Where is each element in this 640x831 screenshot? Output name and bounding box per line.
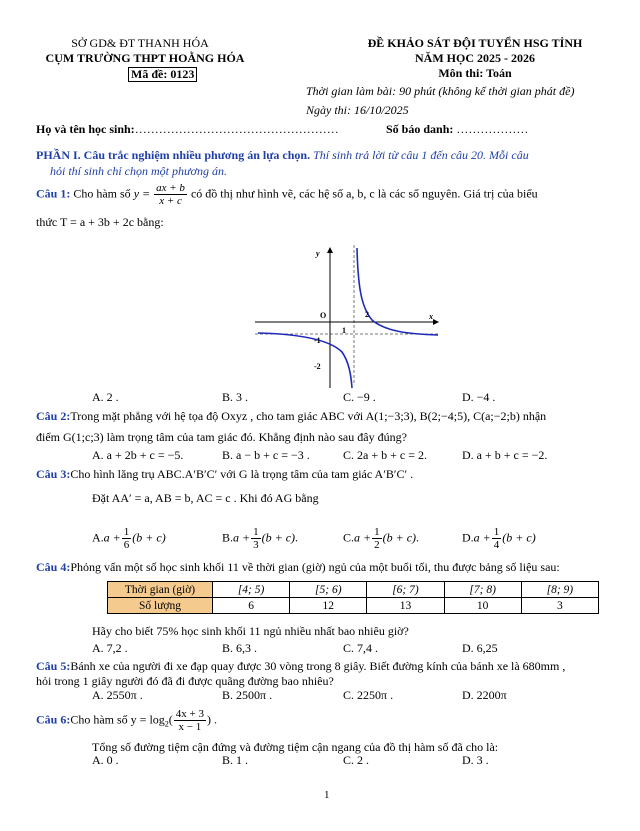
table-cell: [7; 8) [444, 582, 521, 598]
tick-label-minus-1: -1 [314, 336, 321, 345]
q1-text-b: có đồ thị như hình vẽ, các hệ số a, b, c là các số nguyên. Giá trị của biểu [190, 186, 538, 201]
part1-note-1: Thí sinh trả lời từ câu 1 đến câu 20. Mỗi câu [313, 148, 529, 162]
q1-line-1 [36, 182, 538, 207]
q6-open-paren: ( [168, 712, 173, 727]
table-cell: 6 [213, 598, 290, 614]
q2-line-1 [36, 409, 546, 424]
table-header-cell: Số lượng [108, 598, 213, 614]
q5-label: Câu 5: [36, 659, 71, 673]
candidate-number-label: Số báo danh: [386, 122, 454, 136]
q6-text-b: ) . [207, 712, 217, 727]
q6-den: x − 1 [178, 721, 202, 733]
q3-option-c-end: . [416, 530, 420, 545]
q2-text-1: Trong mặt phẳng với hệ tọa độ Oxyz , cho tam giác ABC với A(1;−3;3), B(2;−4;5), C(a;−2;b) nhận [70, 409, 547, 423]
q4-option-c[interactable]: C. 7,4 . [343, 641, 379, 655]
q2-option-c[interactable]: C. 2a + b + c = 2. [343, 448, 427, 462]
table-cell: [4; 5) [213, 582, 290, 598]
q3-option-d-frac [492, 526, 502, 551]
q5-line-1 [36, 659, 565, 674]
q3-option-d-tail: (b + c) [502, 530, 536, 545]
q3-option-d-num: 1 [493, 526, 500, 538]
q6-option-a[interactable]: A. 0 . [92, 753, 119, 767]
org-name-2: CỤM TRƯỜNG THPT HOẰNG HÓA [45, 51, 245, 65]
q3-option-a-a: a + [103, 530, 121, 545]
q3-option-c-den: 2 [374, 539, 380, 551]
q3-label: Câu 3: [36, 467, 71, 481]
q3-option-d-prefix: D. [462, 530, 474, 545]
q6-num: 4x + 3 [175, 708, 204, 720]
q3-option-c-prefix: C. [343, 530, 355, 545]
table-header-cell: Thời gian (giờ) [108, 582, 213, 598]
q3-option-b-frac [251, 526, 261, 551]
student-name-line [36, 122, 339, 137]
sleep-time-table [107, 581, 599, 614]
origin-label: O [320, 311, 327, 320]
q1-y-eq: y = [133, 186, 151, 201]
part1-title: PHẦN I. Câu trắc nghiệm nhiều phương án lựa chọn. [36, 148, 311, 162]
page-number: 1 [324, 789, 330, 801]
q3-option-a[interactable] [92, 526, 166, 551]
exam-date: Ngày thi: 16/10/2025 [306, 103, 409, 117]
q3-option-a-den: 6 [123, 539, 130, 551]
subject: Môn thi: Toán [438, 66, 512, 80]
q3-option-a-prefix: A. [92, 530, 104, 545]
q3-option-a-frac [122, 526, 132, 551]
q1-option-d[interactable]: D. −4 . [462, 390, 496, 404]
q3-option-b-tail: (b + c) [261, 530, 296, 545]
q3-option-c[interactable] [343, 526, 419, 551]
q6-text-a: Cho hàm số y = log [70, 712, 165, 727]
q4-option-a[interactable]: A. 7,2 . [92, 641, 128, 655]
graph-branch-left [258, 333, 352, 388]
table-cell: 13 [367, 598, 444, 614]
exam-code: Mã đề: 0123 [128, 67, 197, 82]
q6-text-2: Tổng số đường tiệm cận đứng và đường tiệm cận ngang của đồ thị hàm số đã cho là: [92, 740, 499, 754]
table-row [108, 598, 599, 614]
q4-option-d[interactable]: D. 6,25 [462, 641, 498, 655]
q4-question: Hãy cho biết 75% học sinh khối 11 ngủ nhiều nhất bao nhiêu giờ? [92, 624, 409, 638]
part1-note-2: hỏi thí sinh chỉ chọn một phương án. [50, 164, 227, 178]
student-name-dots: …………………………………………… [134, 122, 339, 136]
q4-label: Câu 4: [36, 560, 71, 574]
q6-option-d[interactable]: D. 3 . [462, 753, 489, 767]
q3-text-2: Đặt AA′ = a, AB = b, AC = c . Khi đó AG bằng [92, 491, 319, 505]
x-axis-label: x [429, 312, 433, 321]
student-name-label: Họ và tên học sinh: [36, 122, 135, 136]
tick-label-1: 1 [342, 326, 346, 335]
q3-option-b-end: . [295, 530, 299, 545]
q3-option-d[interactable] [462, 526, 536, 551]
q6-fraction [174, 708, 206, 733]
q5-text-2: hỏi trong 1 giây người đó đã đi được quãng đường bao nhiêu? [36, 674, 334, 688]
table-cell: 10 [444, 598, 521, 614]
q3-option-a-tail: (b + c) [132, 530, 166, 545]
q3-option-d-a: a + [473, 530, 491, 545]
candidate-number-line [386, 122, 528, 137]
q4-text: Phỏng vấn một số học sinh khối 11 về thời gian (giờ) ngủ của một buổi tối, thu được bảng số liệu sau: [70, 560, 560, 574]
q3-line-1 [36, 467, 413, 482]
q1-num: ax + b [156, 182, 185, 194]
q5-option-a[interactable]: A. 2550π . [92, 688, 143, 702]
q3-option-b-prefix: B. [222, 530, 234, 545]
q1-graph [250, 240, 445, 390]
q3-option-b[interactable] [222, 526, 298, 551]
candidate-number-dots: ……………… [456, 122, 529, 136]
q1-den: x + c [159, 195, 182, 207]
org-name-1: SỞ GD& ĐT THANH HÓA [71, 36, 209, 50]
q1-option-b[interactable]: B. 3 . [222, 390, 249, 404]
q5-text-1: Bánh xe của người đi xe đạp quay được 30 vòng trong 8 giây. Biết đường kính của bánh xe là 680mm , [70, 659, 566, 673]
q5-option-b[interactable]: B. 2500π . [222, 688, 273, 702]
q3-option-d-den: 4 [493, 539, 500, 551]
q1-text-c: thức T = a + 3b + 2c bằng: [36, 215, 164, 229]
q1-option-c[interactable]: C. −9 . [343, 390, 376, 404]
q6-option-b[interactable]: B. 1 . [222, 753, 249, 767]
table-cell: [6; 7) [367, 582, 444, 598]
school-year: NĂM HỌC 2025 - 2026 [415, 51, 535, 65]
q3-option-c-frac [372, 526, 382, 551]
q3-option-c-a: a + [354, 530, 372, 545]
q3-option-c-tail: (b + c) [382, 530, 417, 545]
q3-option-b-num: 1 [253, 526, 259, 538]
q5-option-c[interactable]: C. 2250π . [343, 688, 394, 702]
q3-option-b-a: a + [233, 530, 251, 545]
q2-option-a[interactable]: A. a + 2b + c = −5. [92, 448, 184, 462]
table-cell: [5; 6) [290, 582, 367, 598]
tick-label-2: 2 [365, 310, 369, 319]
exam-title: ĐỀ KHẢO SÁT ĐỘI TUYỂN HSG TỈNH [367, 36, 583, 50]
q2-option-d[interactable]: D. a + b + c = −2. [462, 448, 548, 462]
q6-label: Câu 6: [36, 712, 71, 727]
table-cell: [8; 9) [521, 582, 598, 598]
table-cell: 12 [290, 598, 367, 614]
q6-option-c[interactable]: C. 2 . [343, 753, 370, 767]
q3-option-b-den: 3 [253, 539, 259, 551]
part1-heading [36, 148, 529, 163]
q3-option-c-num: 1 [374, 526, 380, 538]
q3-text-1: Cho hình lăng trụ ABC.A′B′C′ với G là trọng tâm của tam giác A′B′C′ . [70, 467, 414, 481]
q6-line-1 [36, 708, 217, 733]
q5-option-d[interactable]: D. 2200π [462, 688, 507, 702]
y-axis-label: y [316, 249, 320, 258]
q1-label: Câu 1: [36, 186, 71, 201]
exam-time: Thời gian làm bài: 90 phút (không kể thời gian phát đề) [306, 84, 575, 98]
table-cell: 3 [521, 598, 598, 614]
q4-option-b[interactable]: B. 6,3 . [222, 641, 258, 655]
q2-text-2: điểm G(1;c;3) làm trọng tâm của tam giác đó. Khẳng định nào sau đây đúng? [36, 430, 407, 444]
q3-option-a-num: 1 [123, 526, 130, 538]
table-row [108, 582, 599, 598]
q6-log-base: 2 [164, 719, 169, 729]
q1-text-a: Cho hàm số [73, 186, 131, 201]
tick-label-minus-2: -2 [314, 362, 321, 371]
q2-option-b[interactable]: B. a − b + c = −3 . [222, 448, 310, 462]
q1-fraction [154, 182, 187, 207]
q4-line-1 [36, 560, 560, 575]
q1-option-a[interactable]: A. 2 . [92, 390, 119, 404]
q2-label: Câu 2: [36, 409, 71, 423]
